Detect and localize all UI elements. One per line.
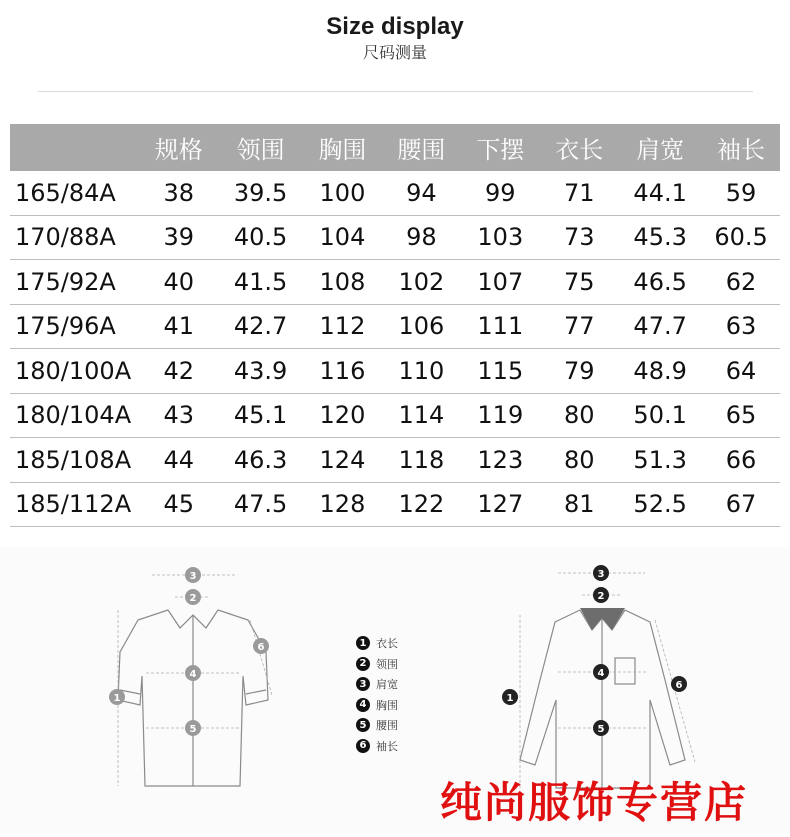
- table-cell: 60.5: [714, 223, 768, 252]
- table-cell: 41: [163, 312, 194, 341]
- marker-5-left: [185, 720, 201, 736]
- table-cell: 104: [319, 223, 366, 252]
- table-cell: 120: [319, 401, 366, 430]
- legend-label: 肩宽: [376, 678, 398, 692]
- table-cell: 124: [319, 445, 366, 474]
- table-row: [10, 483, 780, 528]
- marker-2-right: [593, 587, 609, 603]
- table-cell: 71: [563, 178, 595, 207]
- table-cell: 47.5: [233, 490, 288, 519]
- column-header: 规格: [154, 136, 203, 164]
- table-cell: 119: [477, 401, 524, 430]
- table-row: [10, 305, 780, 350]
- table-cell: 63: [725, 312, 757, 341]
- table-cell: 44: [163, 445, 194, 474]
- legend-item: [356, 654, 398, 675]
- table-cell: 80: [563, 445, 595, 474]
- marker-1-left: [109, 689, 125, 705]
- table-cell: 110: [398, 356, 445, 385]
- page-title: Size display: [326, 13, 464, 40]
- column-header: 袖长: [717, 136, 766, 164]
- number-badge-icon: 3: [356, 677, 370, 691]
- legend-label: 袖长: [376, 739, 398, 753]
- legend-label: 衣长: [376, 637, 398, 651]
- legend-label: 腰围: [376, 719, 398, 733]
- table-cell: 127: [477, 490, 524, 519]
- table-cell: 47.7: [633, 312, 687, 341]
- table-cell: 94: [406, 178, 437, 207]
- number-badge-icon: 5: [356, 718, 370, 732]
- table-cell: 80: [563, 401, 595, 430]
- table-cell: 46.3: [233, 445, 288, 474]
- legend-item: [356, 674, 398, 695]
- table-cell: 38: [163, 178, 194, 207]
- table-row: [10, 216, 780, 261]
- legend-item: [356, 715, 398, 736]
- size-label-cell: 180/104A: [15, 401, 132, 430]
- table-cell: 51.3: [633, 445, 687, 474]
- table-cell: 45.1: [233, 401, 288, 430]
- size-table-header: [10, 124, 780, 171]
- table-row: [10, 171, 780, 216]
- table-cell: 45.3: [633, 223, 687, 252]
- svg-text:2: 2: [189, 593, 197, 604]
- table-cell: 46.5: [633, 267, 687, 296]
- table-cell: 50.1: [633, 401, 687, 430]
- marker-5-right: [593, 720, 609, 736]
- svg-text:5: 5: [189, 724, 197, 735]
- table-cell: 42.7: [233, 312, 288, 341]
- table-cell: 73: [563, 223, 595, 252]
- marker-2-left: [185, 589, 201, 605]
- table-cell: 114: [398, 401, 445, 430]
- size-label-cell: 170/88A: [15, 223, 116, 252]
- store-brand-text: 纯尚服饰专营店: [440, 778, 749, 827]
- table-row: [10, 260, 780, 305]
- table-cell: 39: [163, 223, 194, 252]
- table-cell: 100: [319, 178, 366, 207]
- svg-text:1: 1: [113, 693, 121, 704]
- svg-text:5: 5: [597, 724, 605, 735]
- table-cell: 43.9: [233, 356, 288, 385]
- table-cell: 75: [563, 267, 595, 296]
- size-table-body: [10, 171, 780, 527]
- table-cell: 64: [725, 356, 757, 385]
- size-label-cell: 180/100A: [15, 356, 132, 385]
- marker-4-right: [593, 664, 609, 680]
- number-badge-icon: 6: [356, 739, 370, 753]
- svg-text:2: 2: [597, 591, 605, 602]
- svg-text:4: 4: [189, 669, 197, 680]
- svg-text:3: 3: [189, 571, 197, 582]
- table-cell: 59: [725, 178, 757, 207]
- table-cell: 108: [319, 267, 366, 296]
- table-cell: 67: [725, 490, 757, 519]
- table-cell: 45: [163, 490, 194, 519]
- short-sleeve-shirt-illustration: [118, 610, 268, 786]
- table-cell: 106: [398, 312, 445, 341]
- table-row: [10, 349, 780, 394]
- table-cell: 81: [563, 490, 595, 519]
- table-cell: 112: [319, 312, 366, 341]
- svg-text:6: 6: [257, 642, 265, 653]
- table-cell: 43: [163, 401, 194, 430]
- legend-label: 领围: [376, 657, 398, 671]
- column-header: 衣长: [555, 136, 604, 164]
- legend-label: 胸围: [376, 698, 398, 712]
- table-cell: 44.1: [633, 178, 687, 207]
- table-row: [10, 438, 780, 483]
- legend-item: [356, 633, 398, 654]
- table-cell: 123: [477, 445, 524, 474]
- table-cell: 42: [163, 356, 194, 385]
- table-cell: 128: [319, 490, 366, 519]
- table-cell: 62: [725, 267, 757, 296]
- table-cell: 65: [725, 401, 757, 430]
- size-label-cell: 185/112A: [15, 490, 132, 519]
- table-cell: 115: [477, 356, 524, 385]
- divider: [38, 91, 753, 92]
- column-header: 胸围: [318, 136, 367, 164]
- long-sleeve-measure-lines: [520, 573, 695, 788]
- table-cell: 77: [563, 312, 595, 341]
- svg-text:1: 1: [506, 693, 514, 704]
- size-label-cell: 165/84A: [15, 178, 116, 207]
- table-cell: 98: [406, 223, 437, 252]
- table-cell: 102: [398, 267, 445, 296]
- table-cell: 79: [563, 356, 595, 385]
- svg-text:4: 4: [597, 668, 605, 679]
- table-cell: 39.5: [233, 178, 288, 207]
- svg-text:3: 3: [597, 569, 605, 580]
- svg-text:6: 6: [675, 680, 683, 691]
- table-row: [10, 394, 780, 439]
- marker-6-right: [671, 676, 687, 692]
- table-cell: 122: [398, 490, 445, 519]
- marker-3-right: [593, 565, 609, 581]
- size-label-cell: 175/92A: [15, 267, 116, 296]
- table-cell: 41.5: [233, 267, 288, 296]
- marker-1-right: [502, 689, 518, 705]
- table-cell: 111: [477, 312, 524, 341]
- page-subtitle: 尺码测量: [362, 43, 427, 62]
- table-cell: 48.9: [633, 356, 687, 385]
- column-header: 肩宽: [636, 136, 685, 164]
- size-table: [10, 124, 780, 527]
- measurement-legend: [356, 633, 398, 756]
- marker-4-left: [185, 665, 201, 681]
- table-cell: 118: [398, 445, 445, 474]
- table-cell: 103: [477, 223, 524, 252]
- column-header: 下摆: [476, 136, 525, 164]
- marker-3-left: [185, 567, 201, 583]
- long-sleeve-shirt-illustration: [520, 610, 685, 788]
- table-cell: 66: [725, 445, 757, 474]
- table-cell: 52.5: [633, 490, 687, 519]
- table-cell: 99: [485, 178, 516, 207]
- column-header: 腰围: [397, 136, 446, 164]
- number-badge-icon: 1: [356, 636, 370, 650]
- table-cell: 107: [477, 267, 524, 296]
- number-badge-icon: 4: [356, 698, 370, 712]
- marker-6-left: [253, 638, 269, 654]
- table-cell: 40: [163, 267, 194, 296]
- page-header: [0, 12, 790, 64]
- column-header: 领围: [236, 136, 285, 164]
- legend-item: [356, 695, 398, 716]
- number-badge-icon: 2: [356, 657, 370, 671]
- table-cell: 40.5: [233, 223, 288, 252]
- size-label-cell: 175/96A: [15, 312, 116, 341]
- table-cell: 116: [319, 356, 366, 385]
- size-label-cell: 185/108A: [15, 445, 132, 474]
- legend-item: [356, 736, 398, 757]
